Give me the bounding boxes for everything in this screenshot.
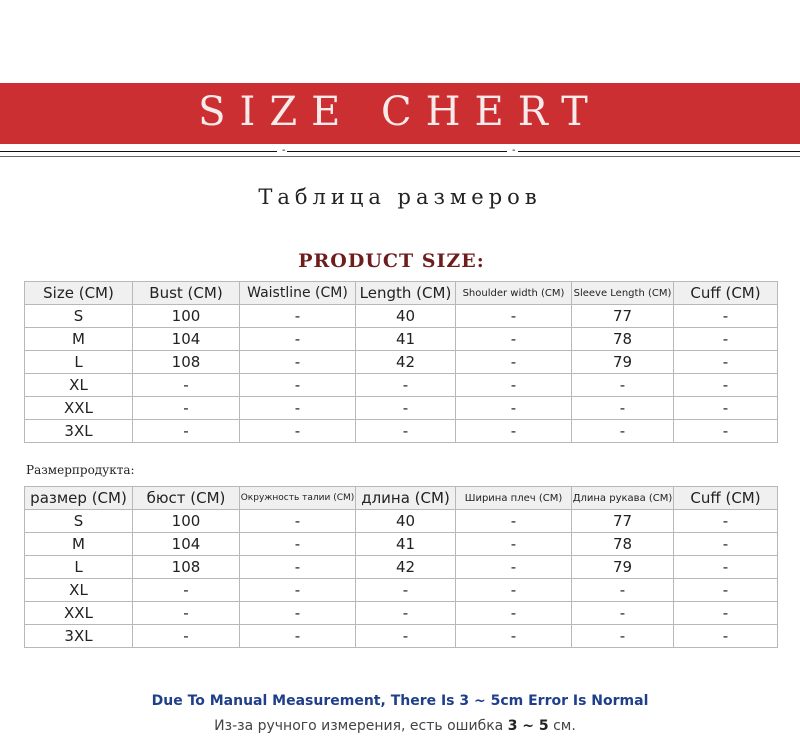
table-cell: - [674, 533, 778, 556]
table-cell: - [356, 374, 456, 397]
table-cell: - [240, 556, 356, 579]
table-cell: - [240, 374, 356, 397]
table-cell: 77 [572, 305, 674, 328]
product-size-heading: PRODUCT SIZE: [298, 250, 485, 272]
note-ru-suffix: см. [553, 718, 576, 734]
table-row [25, 305, 778, 328]
table-cell: - [456, 328, 572, 351]
table-cell: 42 [356, 556, 456, 579]
header-cell: Bust (CM) [133, 282, 240, 305]
table-cell: XXL [25, 602, 133, 625]
note-ru-prefix: Из-за ручного измерения, есть ошибка [214, 718, 504, 734]
table-cell: - [456, 351, 572, 374]
table-cell: - [456, 602, 572, 625]
table-cell: - [572, 374, 674, 397]
table-cell: - [674, 625, 778, 648]
table-cell: - [133, 625, 240, 648]
table-cell: - [572, 579, 674, 602]
table-cell: 100 [133, 510, 240, 533]
table-cell: - [240, 305, 356, 328]
table-cell: - [240, 533, 356, 556]
table-cell: - [456, 305, 572, 328]
table-row [25, 556, 778, 579]
header-cell: Ширина плеч (CM) [456, 487, 572, 510]
table-cell: - [456, 397, 572, 420]
table-cell: XL [25, 579, 133, 602]
table-cell: - [456, 625, 572, 648]
table-cell: - [572, 625, 674, 648]
header-cell: размер (CM) [25, 487, 133, 510]
table-cell: - [356, 420, 456, 443]
table-cell: - [240, 579, 356, 602]
divider-line-right [518, 151, 800, 152]
table-cell: - [356, 602, 456, 625]
table-row [25, 579, 778, 602]
table-cell: - [674, 602, 778, 625]
table-cell: - [456, 374, 572, 397]
table-cell: 41 [356, 533, 456, 556]
table-cell: - [572, 397, 674, 420]
table-cell: - [240, 397, 356, 420]
table-cell: XL [25, 374, 133, 397]
table-cell: 78 [572, 533, 674, 556]
table-cell: - [456, 420, 572, 443]
table-row [25, 602, 778, 625]
table-cell: - [674, 579, 778, 602]
header-cell: Waistline (CM) [240, 282, 356, 305]
table-cell: - [456, 533, 572, 556]
header-cell: Shoulder width (CM) [456, 282, 572, 305]
table-cell: 79 [572, 556, 674, 579]
table-cell: - [674, 510, 778, 533]
banner-title: SIZE CHERT [198, 89, 602, 135]
table-row [25, 533, 778, 556]
table-cell: - [674, 305, 778, 328]
table-row [25, 510, 778, 533]
divider-line-middle [287, 151, 507, 152]
table-cell: M [25, 328, 133, 351]
table-cell: - [356, 397, 456, 420]
header-cell: Длина рукава (CM) [572, 487, 674, 510]
header-cell: Sleeve Length (CM) [572, 282, 674, 305]
table-row [25, 374, 778, 397]
table-cell: - [240, 625, 356, 648]
table-cell: - [674, 556, 778, 579]
table-header-row [25, 487, 778, 510]
table-row [25, 625, 778, 648]
table-cell: - [674, 397, 778, 420]
table-cell: - [240, 510, 356, 533]
table-cell: 108 [133, 351, 240, 374]
table-cell: - [133, 602, 240, 625]
header-cell: бюст (CM) [133, 487, 240, 510]
table-cell: 108 [133, 556, 240, 579]
table-cell: M [25, 533, 133, 556]
table-cell: 40 [356, 305, 456, 328]
table-cell: 3XL [25, 625, 133, 648]
ru-caption: Размерпродукта: [26, 463, 135, 477]
table-cell: 40 [356, 510, 456, 533]
table-cell: - [674, 374, 778, 397]
header-cell: Cuff (CM) [674, 487, 778, 510]
table-cell: - [240, 420, 356, 443]
header-cell: Окружность талии (CM) [240, 487, 356, 510]
table-cell: - [240, 351, 356, 374]
measurement-note-ru [0, 718, 790, 734]
table-cell: - [456, 556, 572, 579]
table-cell: 78 [572, 328, 674, 351]
table-cell: - [674, 420, 778, 443]
table-cell: - [674, 328, 778, 351]
table-cell: - [133, 397, 240, 420]
table-header-row [25, 282, 778, 305]
divider-dash-left: - [282, 145, 286, 156]
table-cell: S [25, 510, 133, 533]
table-cell: - [240, 328, 356, 351]
size-table-en [24, 281, 778, 443]
table-cell: 100 [133, 305, 240, 328]
table-cell: 42 [356, 351, 456, 374]
header-cell: Length (CM) [356, 282, 456, 305]
note-ru-range: 3 ~ 5 [507, 718, 549, 734]
table-cell: 3XL [25, 420, 133, 443]
table-row [25, 328, 778, 351]
measurement-note-en: Due To Manual Measurement, There Is 3 ~ 5cm Error Is Normal [151, 693, 649, 709]
table-cell: - [456, 579, 572, 602]
header-cell: длина (CM) [356, 487, 456, 510]
table-cell: 79 [572, 351, 674, 374]
header-cell: Size (CM) [25, 282, 133, 305]
table-cell: - [133, 374, 240, 397]
table-row [25, 420, 778, 443]
table-row [25, 351, 778, 374]
table-cell: - [133, 420, 240, 443]
table-cell: - [133, 579, 240, 602]
header-cell: Cuff (CM) [674, 282, 778, 305]
subtitle-ru: Таблица размеров [258, 185, 542, 209]
table-cell: - [572, 602, 674, 625]
table-cell: - [572, 420, 674, 443]
table-cell: - [356, 625, 456, 648]
table-row [25, 397, 778, 420]
divider-dash-right: - [512, 145, 516, 156]
table-cell: 41 [356, 328, 456, 351]
table-cell: L [25, 351, 133, 374]
table-cell: 77 [572, 510, 674, 533]
size-table-ru [24, 486, 778, 648]
table-cell: - [674, 351, 778, 374]
table-cell: 104 [133, 533, 240, 556]
table-cell: - [456, 510, 572, 533]
table-cell: - [356, 579, 456, 602]
divider-line-left [0, 151, 277, 152]
table-cell: L [25, 556, 133, 579]
table-cell: 104 [133, 328, 240, 351]
table-cell: S [25, 305, 133, 328]
divider-line-thin [0, 156, 800, 157]
table-cell: XXL [25, 397, 133, 420]
table-cell: - [240, 602, 356, 625]
